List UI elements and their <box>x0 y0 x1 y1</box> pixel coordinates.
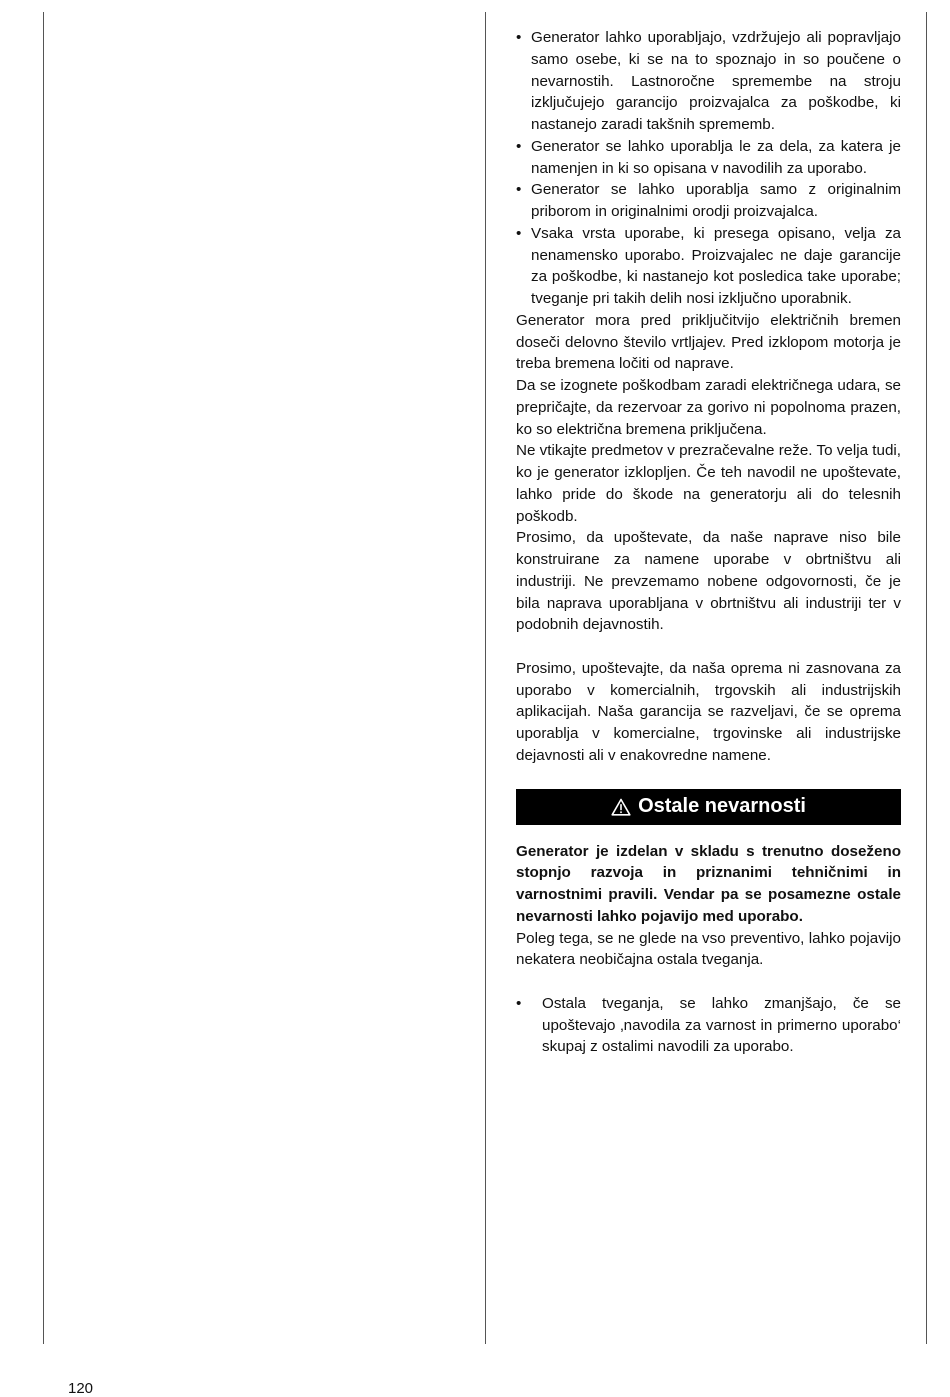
list-item-text: Generator se lahko uporablja le za dela, za katera je namenjen in ki so opisana v navodilih za uporabo. <box>531 137 901 177</box>
list-item-text: Generator se lahko uporablja samo z originalnim priborom in originalnimi orodji proizvajalca. <box>531 181 901 220</box>
residual-risk-intro: Generator je izdelan v skladu s trenutno doseženo stopnjo razvoja in priznanimi tehničnimi in varnostnimi pravili. Vendar pa se posamezne ostale nevarnosti lahko pojavijo med uporabo. <box>516 842 901 925</box>
bullet-symbol: • <box>516 29 522 46</box>
list-item-text: Generator lahko uporabljajo, vzdržujejo ali popravljajo samo osebe, ki se na to spoznajo in so poučene o nevarnostih. Lastnoročne spremembe na stroju izključujejo garancijo proizvajalca za poškodbe, ki nastanejo zaradi takšnih sprememb. <box>531 29 901 133</box>
right-margin-rule <box>926 12 927 1344</box>
right-text-column <box>516 27 901 1058</box>
list-item <box>516 27 901 136</box>
list-item <box>516 136 901 180</box>
paragraph: Da se izognete poškodbam zaradi električnega udara, se prepričajte, da rezervoar za gorivo ni popolnoma prazen, ko so električna bremena priključena. <box>516 377 901 438</box>
section-heading: Ostale nevarnosti <box>638 794 806 817</box>
section-heading-bar <box>516 789 901 825</box>
paragraph: Prosimo, da upoštevate, da naše naprave niso bile konstruirane za namene uporabe v obrtništvu ali industriji. Ne prevzemamo nobene odgovornosti, če je bila naprava uporabljana v obrtništvu ali industriji ter v podobnih dejavnostih. <box>516 529 901 634</box>
left-margin-rule <box>43 12 44 1344</box>
bullet-symbol: • <box>516 137 522 155</box>
warning-triangle-icon <box>611 798 631 816</box>
list-item-text: Vsaka vrsta uporabe, ki presega opisano, velja za nenamensko uporabo. Proizvajalec ne daje garancije za poškodbe, ki nastanejo kot posledica take uporabe; tveganje pri takih delih nosi izključno uporabnik. <box>531 224 901 307</box>
column-divider-rule <box>485 12 486 1344</box>
list-item-text: Ostala tveganja, se lahko zmanjšajo, če se upoštevajo ‚navodila za varnost in primerno uporabo‘ skupaj z ostalimi navodili za uporabo. <box>542 994 901 1056</box>
page-number: 120 <box>68 1380 94 1397</box>
bullet-symbol: • <box>516 994 522 1012</box>
list-item <box>516 993 901 1058</box>
paragraph: Ne vtikajte predmetov v prezračevalne reže. To velja tudi, ko je generator izklopljen. Če teh navodil ne upoštevate, lahko pride do škode na generatorju ali do telesnih poškodb. <box>516 442 901 525</box>
residual-risk-text: Poleg tega, se ne glede na vso preventivo, lahko pojavijo nekatera neobičajna ostala tveganja. <box>516 929 901 969</box>
list-item <box>516 223 901 310</box>
commercial-use-notice: Prosimo, upoštevajte, da naša oprema ni zasnovana za uporabo v komercialnih, trgovskih ali industrijskih aplikacijah. Naša garancija se razveljavi, če se oprema uporablja v komercialne, trgovinske ali industrijske dejavnosti ali v enakovredne namene. <box>516 659 901 764</box>
bullet-symbol: • <box>516 224 522 242</box>
paragraph: Generator mora pred priključitvijo električnih bremen doseči delovno število vrtljajev. Pred izklopom motorja je treba bremena ločiti od naprave. <box>516 311 901 373</box>
list-item <box>516 179 901 223</box>
residual-risk-list <box>516 993 901 1058</box>
safety-bullet-list <box>516 27 901 310</box>
bullet-symbol: • <box>516 181 522 199</box>
